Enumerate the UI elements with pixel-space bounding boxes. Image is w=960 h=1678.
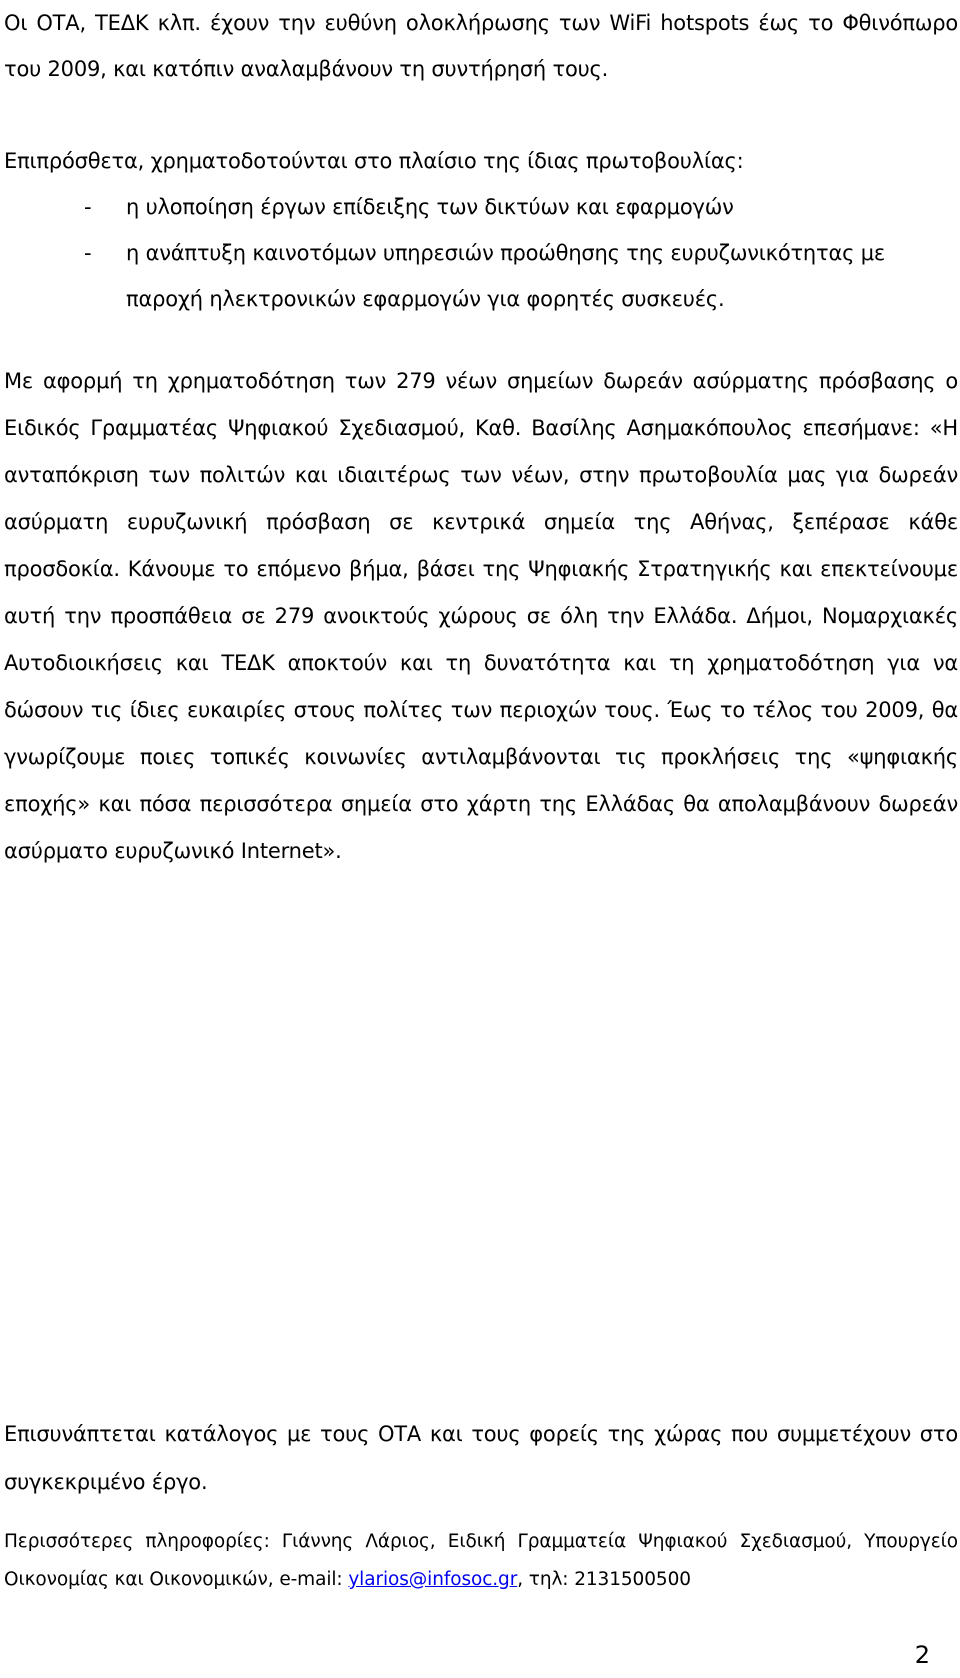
- contact-suffix: , τηλ: 2131500500: [517, 1569, 691, 1590]
- contact-text: [4, 1523, 958, 1599]
- list-item-text: η ανάπτυξη καινοτόμων υπηρεσιών προώθησης της ευρυζωνικότητας με παροχή ηλεκτρονικών εφαρμογών για φορητές συσκευές.: [126, 241, 886, 311]
- paragraph-secretary-statement: [4, 358, 958, 875]
- list-item: [84, 184, 958, 230]
- list-item-text: η υλοποίηση έργων επίδειξης των δικτύων και εφαρμογών: [126, 195, 734, 219]
- email-link[interactable]: ylarios@infosoc.gr: [348, 1569, 518, 1590]
- contact-prefix: Περισσότερες πληροφορίες: Γιάννης Λάριος, Ειδική Γραμματεία Ψηφιακού Σχεδιασμού, Υπουργείο Οικονομίας και Οικονομικών, e-mail:: [4, 1531, 958, 1590]
- page-number: 2: [914, 1641, 930, 1669]
- bullet-dash: -: [84, 241, 92, 265]
- paragraph-text: Με αφορμή τη χρηματοδότηση των 279 νέων σημείων δωρεάν ασύρματης πρόσβασης ο Ειδικός Γραμματέας Ψηφιακού Σχεδιασμού, Καθ. Βασίλης Ασημακόπουλος επεσήμανε: «Η ανταπόκριση των πολιτών και ιδιαιτέρως των νέων, στην πρωτοβουλία μας για δωρεάν ασύρματη ευρυζωνική πρόσβαση σε κεντρικά σημεία της Αθήνας, ξεπέρασε κάθε προσδοκία. Κάνουμε το επόμενο βήμα, βάσει της Ψηφιακής Στρατηγικής και επεκτείνουμε αυτή την προσπάθεια σε 279 ανοικτούς χώρους σε όλη την Ελλάδα. Δήμοι, Νομαρχιακές Αυτοδιοικήσεις και ΤΕΔΚ αποκτούν και τη δυνατότητα και τη χρηματοδότηση για να δώσουν τις ίδιες ευκαιρίες στους πολίτες των περιοχών τους. Έως το τέλος του 2009, θα γνωρίζουμε ποιες τοπικές κοινωνίες αντιλαμβάνονται τις προκλήσεις της «ψηφιακής εποχής» και πόσα περισσότερα σημεία στο χάρτη της Ελλάδας θα απολαμβάνουν δωρεάν ασύρματο ευρυζωνικό Internet».: [4, 369, 958, 863]
- paragraph-attachment-note: [4, 1410, 958, 1506]
- funding-bullet-list: [84, 184, 958, 322]
- list-item: [84, 230, 958, 322]
- paragraph-hotspots-responsibility: [4, 0, 958, 92]
- paragraph-text: Επισυνάπτεται κατάλογος με τους ΟΤΑ και τους φορείς της χώρας που συμμετέχουν στο συγκεκριμένο έργο.: [4, 1422, 958, 1494]
- bullet-dash: -: [84, 195, 92, 219]
- paragraph-text: Επιπρόσθετα, χρηματοδοτούνται στο πλαίσιο της ίδιας πρωτοβουλίας:: [4, 149, 744, 173]
- contact-info: [4, 1523, 958, 1599]
- paragraph-text: Οι ΟΤΑ, ΤΕΔΚ κλπ. έχουν την ευθύνη ολοκλήρωσης των WiFi hotspots έως το Φθινόπωρο του 2009, και κατόπιν αναλαμβάνουν τη συντήρησή τους.: [4, 11, 958, 81]
- paragraph-additional-funding: [4, 138, 958, 184]
